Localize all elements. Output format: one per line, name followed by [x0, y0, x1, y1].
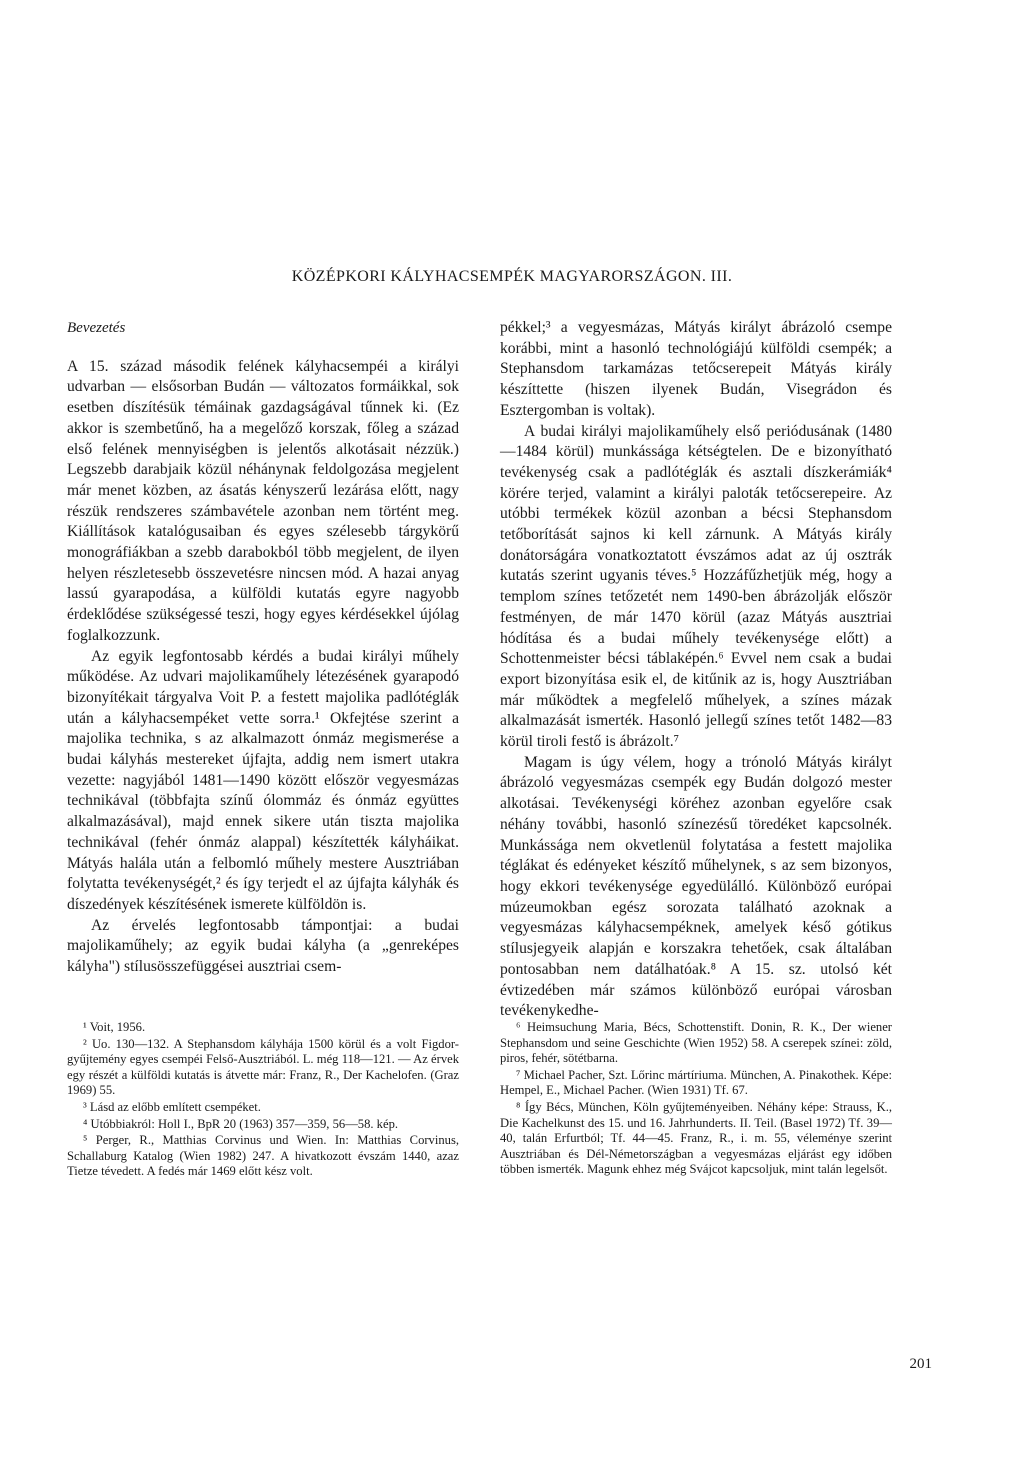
paragraph: A budai királyi majolikaműhely első periódusának (1480—1484 körül) munkássága kétségtelen. De e bizonyítható tevékenység csak a padlótéglák és asztali díszkerámiák⁴ körére terjed, valamint a királyi paloták tetőcserepeire. Az utóbbi termékek közül azonban a bécsi Stephansdom tetőborítását sajnos ki kell zárnunk. A Mátyás király donátorságára vonatkoztatott évszámos adat az új osztrák kutatás szerint ugyanis téves.⁵ Hozzáfűzhetjük még, hogy a templom színes tetőzetét nem 1490-ben ábrázolják először festményen, de már 1470 körül (azaz Mátyás ausztriai hódítása és a budai műhely tevékenysége előtt) a Schottenmeister bécsi táblaképén.⁶ Evvel nem csak a budai export bizonyítása esik el, de kitűnik az is, hogy Ausztriában már működtek a megfelelő műhelyek, a színes mázak alkalmazását ismerték. Hasonló jellegű színes tetőt 1482—83 körül tiroli festő is ábrázolt.⁷ [500, 422, 892, 751]
footnotes-left [67, 1020, 459, 1181]
paragraph: pékkel;³ a vegyesmázas, Mátyás királyt ábrázoló csempe korábbi, mint a hasonló technológiájú külföldi csempék; a Stephansdom tarkamázas tetőcserepeit Mátyás király készíttette (hiszen ilyenek Budán, Visegrádon és Esztergomban is voltak). [500, 319, 892, 419]
footnote: ¹ Voit, 1956. [83, 1020, 146, 1034]
left-column [67, 318, 459, 978]
footnote: ⁵ Perger, R., Matthias Corvinus und Wien. In: Matthias Corvinus, Schallaburg Katalog (Wien 1982) 247. A hivatkozott évszám 1440, azaz Tietze tévedett. A fedés már 1469 előtt kész volt. [67, 1133, 459, 1179]
footnote: ² Uo. 130—132. A Stephansdom kályhája 1500 körül és a volt Figdor-gyűjtemény egyes csempéi Felső-Ausztriából. L. még 118—121. — Az érvek egy részét a külföldi kutatás is átvette már: Franz, R., Der Kachelofen. (Graz 1969) 55. [67, 1036, 459, 1098]
right-column [500, 318, 892, 1022]
footnote: ⁶ Heimsuchung Maria, Bécs, Schottenstift. Donin, R. K., Der wiener Stephansdom und seine Geschichte (Wien 1952) 58. A cserepek színei: zöld, piros, fehér, sötétbarna. [500, 1020, 892, 1066]
footnotes-right [500, 1020, 892, 1179]
page-number: 201 [909, 1356, 932, 1372]
paragraph: Az érvelés legfontosabb támpontjai: a budai majolikaműhely; az egyik budai kályha (a „genreképes kályha") stílusösszefüggései ausztriai csem- [67, 916, 459, 976]
paragraph: A 15. század második felének kályhacsempéi a királyi udvarban — elsősorban Budán — változatos formáikkal, sok esetben díszítésük témáinak gazdagságával tűnnek ki. (Ez akkor is szembetűnő, ha a megelőző korszak, főleg a század első felének mennyiségben is jelentős alkotásait nézzük.) Legszebb darabjaik közül néhánynak feldolgozása megjelent már menet közben, az ásatás kényszerű lezárása előtt, nagy részük rendszeres számbavétele azonban nem történt meg. Kiállítások katalógusaiban és egyes szélesebb tárgykörű monográfiákban a szebb darabokból több megjelent, de ilyen helyen részletesebb összevetésre nincsen mód. A hazai anyag lassú gyarapodása, a külföldi kutatás egyre nagyobb érdeklődése szükségessé teszi, hogy egyes kérdésekkel újólag foglalkozzunk. [67, 357, 459, 644]
footnote: ⁷ Michael Pacher, Szt. Lőrinc mártíriuma. München, A. Pinakothek. Képe: Hempel, E., Michael Pacher. (Wien 1931) Tf. 67. [500, 1067, 892, 1098]
section-label: Bevezetés [67, 320, 126, 336]
footnote: ³ Lásd az előbb említett csempéket. [83, 1099, 261, 1114]
running-title: KÖZÉPKORI KÁLYHACSEMPÉK MAGYARORSZÁGON. III. [291, 268, 733, 285]
paragraph: Magam is úgy vélem, hogy a trónoló Mátyás királyt ábrázoló vegyesmázas csempék egy Budán dolgozó mester alkotásai. Tevékenységi köréhez azonban egyelőre csak néhány további, hasonló színezésű töredéket kapcsolnék. Munkássága nem okvetlenül folytatása a festett majolika téglákat és edényeket készítő műhelynek, s az sem bizonyos, hogy ekkori tevékenysége egyedülálló. Különböző európai múzeumokban egész sorozata található azoknak a vegyesmázas kályhacsempéknek, amelyek késő gótikus stílusjegyeik alapján e korszakra tehetőek, csak általában pontosabban nem datálhatóak.⁸ A 15. sz. utolsó két évtizedében már számos különböző európai városban tevékenykedhe- [500, 753, 892, 1020]
footnote: ⁴ Utóbbiakról: Holl I., BpR 20 (1963) 357—359, 56—58. kép. [83, 1116, 399, 1131]
paragraph: Az egyik legfontosabb kérdés a budai királyi műhely működése. Az udvari majolikaműhely létezésének gyarapodó bizonyítékait tárgyalva Voit P. a festett majolika padlótéglák után a kályhacsempéket vette sorra.¹ Okfejtése szerint a majolika technika, s az alkalmazott ónmáz megismerése a budai kályhás mestereket újfajta, addig nem ismert utakra vezette: nagyjából 1481—1490 között először vegyesmázas technikával (többfajta színű ólommáz és ónmáz együttes alkalmazásával), majd ennek sikere után tiszta majolika technikával (fehér ónmáz alappal) készítették kályháikat. Mátyás halála után a felbomló műhely mestere Ausztriában folytatta tevékenységét,² és így terjedt el az újfajta kályhák és díszedények készítésének ismerete külföldön is. [67, 647, 459, 913]
footnote: ⁸ Így Bécs, München, Köln gyűjteményeiben. Néhány képe: Strauss, K., Die Kachelkunst des 15. und 16. Jahrhunderts. II. Teil. (Basel 1972) Tf. 39—40, talán Erfurtból; Tf. 44—45. Franz, R., i. m. 55, véleménye szerint Ausztriában és Dél-Németországban a vegyesmázas eljárást egy időben többen ismerték. Magunk ehhez még Svájcot kapcsoljuk, mint talán legelsőt. [500, 1099, 892, 1177]
